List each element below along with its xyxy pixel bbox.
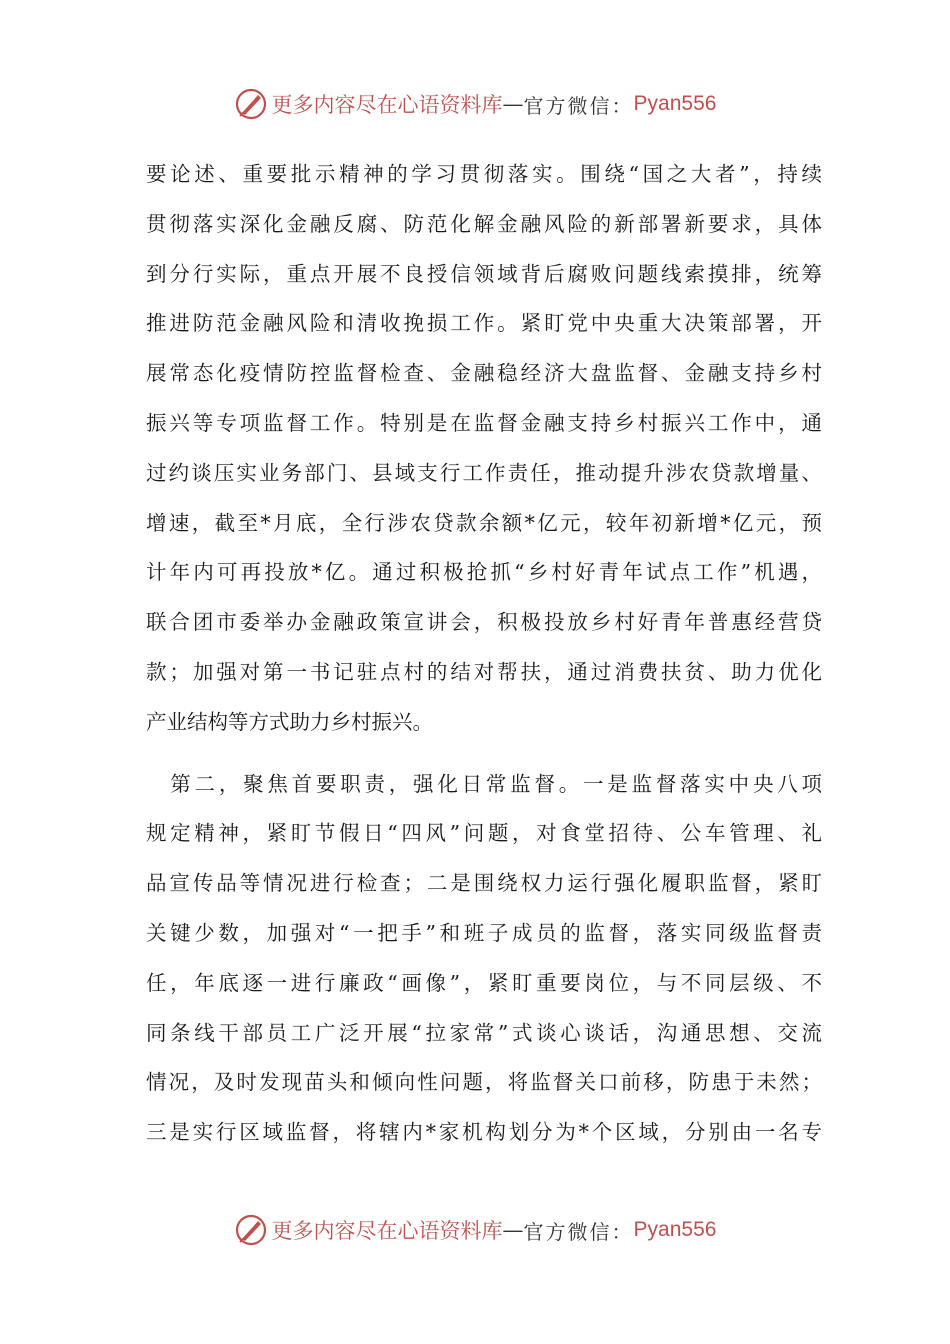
text-line: 品宣传品等情况进行检查；二是围绕权力运行强化履职监督，紧盯 [146,871,822,896]
text-line: 三是实行区域监督，将辖内*家机构划分为*个区域，分别由一名专 [146,1120,822,1145]
banner-wechat-id: Pyan556 [633,1218,717,1241]
banner-wechat-label: 官方微信： [523,1219,634,1244]
text-line: 情况，及时发现苗头和倾向性问题，将监督关口前移，防患于未然； [146,1070,822,1095]
document-body [146,150,822,1158]
text-line: 关键少数，加强对“一把手”和班子成员的监督，落实同级监督责 [146,920,822,945]
text-line: 第二，聚焦首要职责，强化日常监督。一是监督落实中央八项 [146,771,822,796]
banner-separator: — [502,1218,524,1242]
banner-separator: — [502,92,524,116]
text-line: 增速，截至*月底，全行涉农贷款余额*亿元，较年初新增*亿元，预 [146,510,822,535]
text-line: 振兴等专项监督工作。特别是在监督金融支持乡村振兴工作中，通 [146,410,822,435]
paragraph [146,150,822,748]
text-line: 展常态化疫情防控监督检查、金融稳经济大盘监督、金融支持乡村 [146,361,822,386]
text-line: 计年内可再投放*亿。通过积极抢抓“乡村好青年试点工作”机遇， [146,560,822,585]
text-line: 规定精神，紧盯节假日“四风”问题，对食堂招待、公车管理、礼 [146,821,822,846]
text-line: 要论述、重要批示精神的学习贯彻落实。围绕“国之大者”，持续 [146,162,822,186]
text-line: 同条线干部员工广泛开展“拉家常”式谈心谈话，沟通思想、交流 [146,1020,822,1045]
banner-wechat-id: Pyan556 [633,92,717,115]
paragraph [146,760,822,1158]
text-line: 任，年底逐一进行廉政“画像”，紧盯重要岗位，与不同层级、不 [146,970,822,995]
quill-logo-icon [234,1213,268,1247]
text-line: 款；加强对第一书记驻点村的结对帮扶，通过消费扶贫、助力优化 [146,659,822,684]
text-line: 贯彻落实深化金融反腐、防范化解金融风险的新部署新要求，具体 [146,211,822,236]
text-line: 产业结构等方式助力乡村振兴。 [146,709,433,734]
text-line: 到分行实际，重点开展不良授信领域背后腐败问题线索摸排，统筹 [146,261,822,286]
header-banner [0,84,950,124]
banner-wechat-label: 官方微信： [523,93,634,118]
footer-banner [0,1210,950,1250]
text-line: 推进防范金融风险和清收挽损工作。紧盯党中央重大决策部署，开 [146,311,822,336]
banner-main-text: 更多内容尽在心语资料库 [271,1219,503,1243]
text-line: 联合团市委举办金融政策宣讲会，积极投放乡村好青年普惠经营贷 [146,610,822,635]
quill-logo-icon [234,87,268,121]
text-line: 过约谈压实业务部门、县域支行工作责任，推动提升涉农贷款增量、 [146,460,822,485]
banner-main-text: 更多内容尽在心语资料库 [271,93,503,117]
